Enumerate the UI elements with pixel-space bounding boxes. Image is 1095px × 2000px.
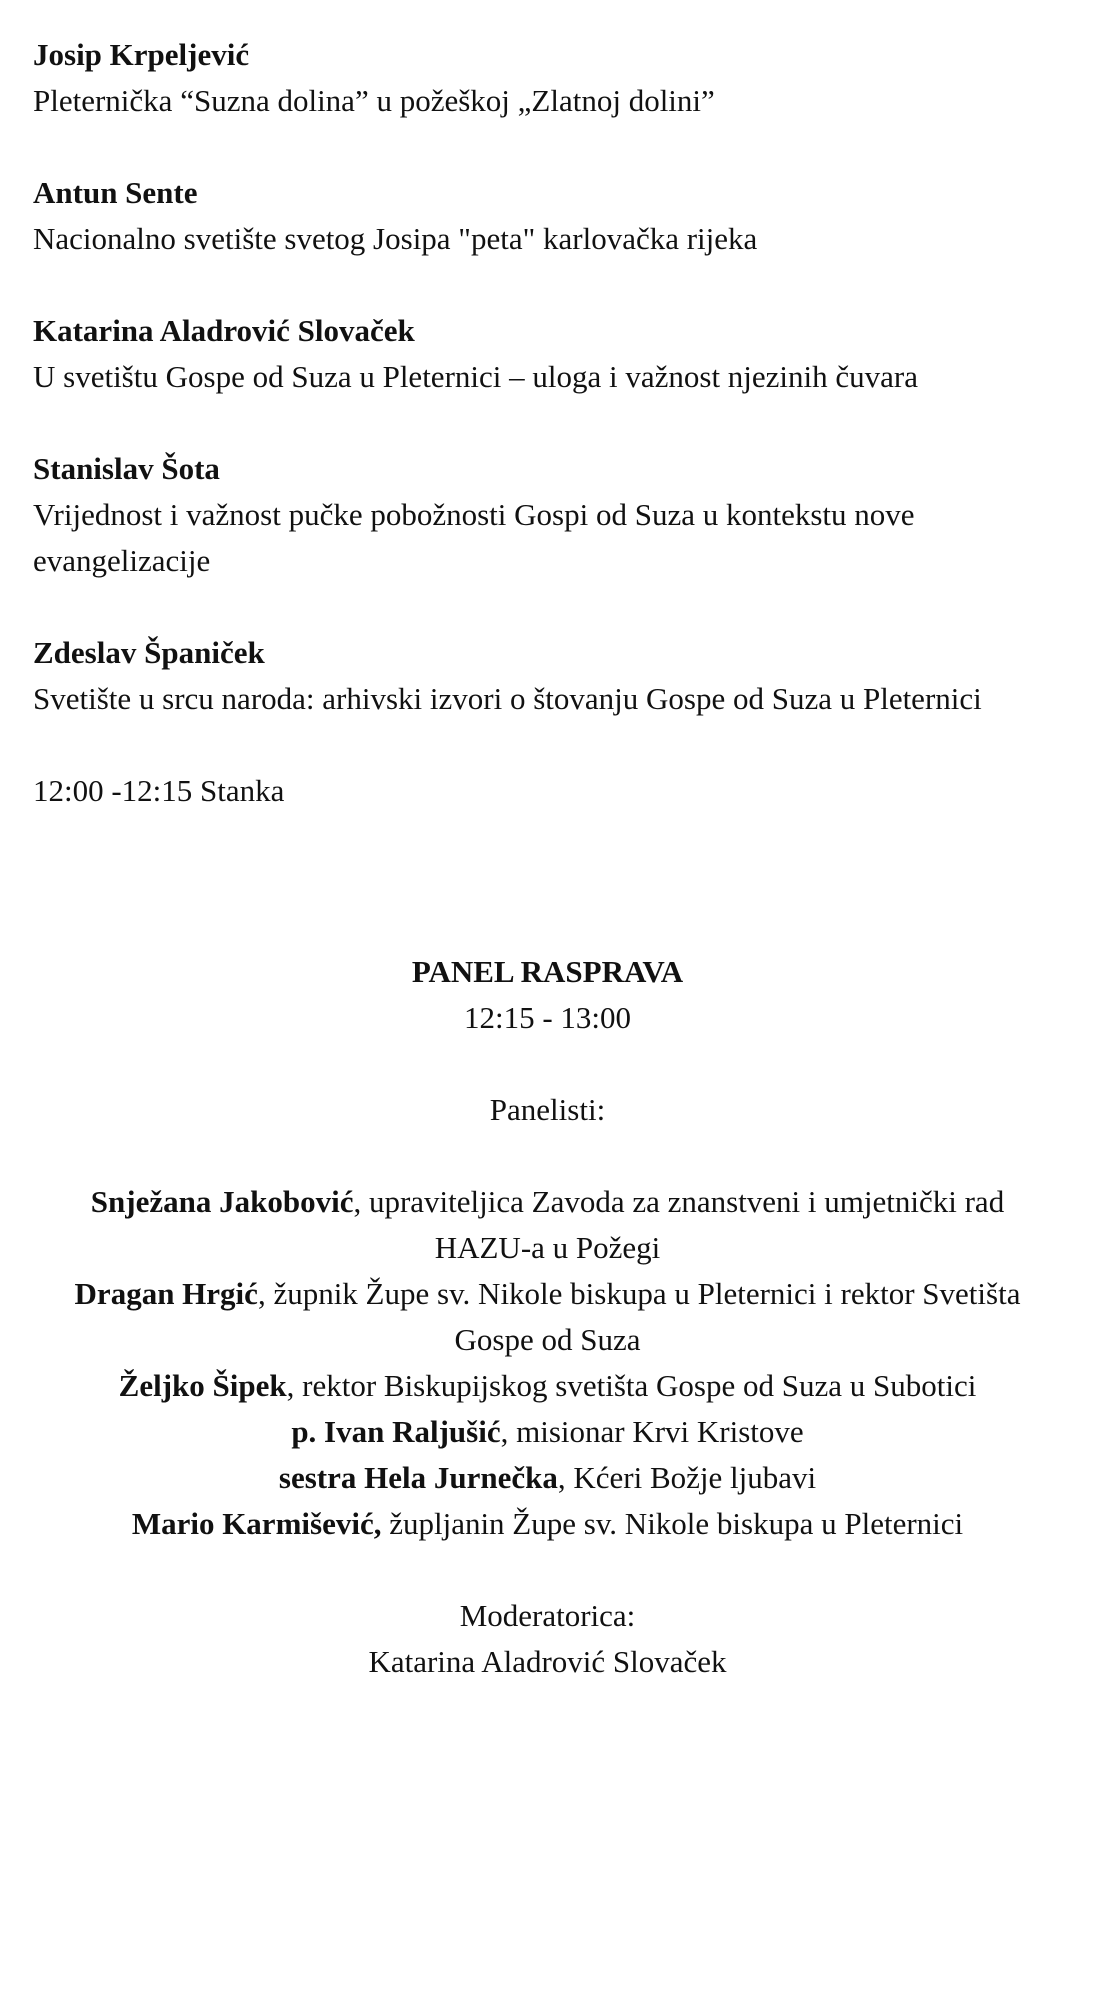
panel-heading: PANEL RASPRAVA bbox=[411, 954, 684, 989]
panelist-role: , upraviteljica Zavoda za znanstveni i umjetnički rad HAZU-a u Požegi bbox=[353, 1184, 1005, 1265]
panelist-name: Željko Šipek bbox=[118, 1368, 287, 1403]
panelist bbox=[53, 1363, 1042, 1409]
panel-time: 12:15 - 13:00 bbox=[463, 1000, 632, 1035]
panelist-name: sestra Hela Jurnečka bbox=[278, 1460, 558, 1495]
panelist-name: p. Ivan Raljušić bbox=[291, 1414, 501, 1449]
talk-speaker: Antun Sente bbox=[33, 175, 198, 210]
talk-entry bbox=[33, 32, 1062, 124]
talk-title: Vrijednost i važnost pučke pobožnosti Gospi od Suza u kontekstu nove evangelizacije bbox=[33, 497, 915, 578]
panelist-name: Snježana Jakobović bbox=[90, 1184, 354, 1219]
panelist bbox=[53, 1409, 1042, 1455]
talk-speaker: Stanislav Šota bbox=[33, 451, 220, 486]
talk-speaker: Josip Krpeljević bbox=[33, 37, 250, 72]
panelists-label: Panelisti: bbox=[489, 1092, 606, 1127]
panelist-role: , rektor Biskupijskog svetišta Gospe od Suza u Subotici bbox=[286, 1368, 977, 1403]
panelist bbox=[53, 1179, 1042, 1271]
talk-title: Nacionalno svetište svetog Josipa "peta" karlovačka rijeka bbox=[33, 221, 758, 256]
moderator-block bbox=[33, 1593, 1062, 1685]
panelist-name: Dragan Hrgić bbox=[74, 1276, 258, 1311]
panelist-role: , Kćeri Božje ljubavi bbox=[557, 1460, 817, 1495]
talk-entry bbox=[33, 170, 1062, 262]
talk-title: U svetištu Gospe od Suza u Pleternici – uloga i važnost njezinih čuvara bbox=[33, 359, 919, 394]
talk-title: Pleternička “Suzna dolina” u požeškoj „Zlatnoj dolini” bbox=[33, 83, 715, 118]
panelist-name: Mario Karmišević, bbox=[131, 1506, 382, 1541]
panelist bbox=[53, 1271, 1042, 1363]
panelists-list bbox=[33, 1179, 1062, 1547]
break-time: 12:00 -12:15 Stanka bbox=[33, 773, 285, 808]
talk-title: Svetište u srcu naroda: arhivski izvori o štovanju Gospe od Suza u Pleternici bbox=[33, 681, 982, 716]
panelist-role: , župnik Župe sv. Nikole biskupa u Pleternici i rektor Svetišta Gospe od Suza bbox=[257, 1276, 1021, 1357]
panelist bbox=[53, 1501, 1042, 1547]
talk-entry bbox=[33, 308, 1062, 400]
talk-speaker: Zdeslav Španiček bbox=[33, 635, 265, 670]
talk-entry bbox=[33, 446, 1062, 584]
moderator-name: Katarina Aladrović Slovaček bbox=[368, 1644, 727, 1679]
talk-entry bbox=[33, 630, 1062, 722]
talk-speaker: Katarina Aladrović Slovaček bbox=[33, 313, 415, 348]
panelist-role: , misionar Krvi Kristove bbox=[500, 1414, 804, 1449]
panelist-role: župljanin Župe sv. Nikole biskupa u Pleternici bbox=[381, 1506, 964, 1541]
panelist bbox=[53, 1455, 1042, 1501]
panel-discussion bbox=[33, 949, 1062, 1685]
moderator-label: Moderatorica: bbox=[459, 1598, 636, 1633]
